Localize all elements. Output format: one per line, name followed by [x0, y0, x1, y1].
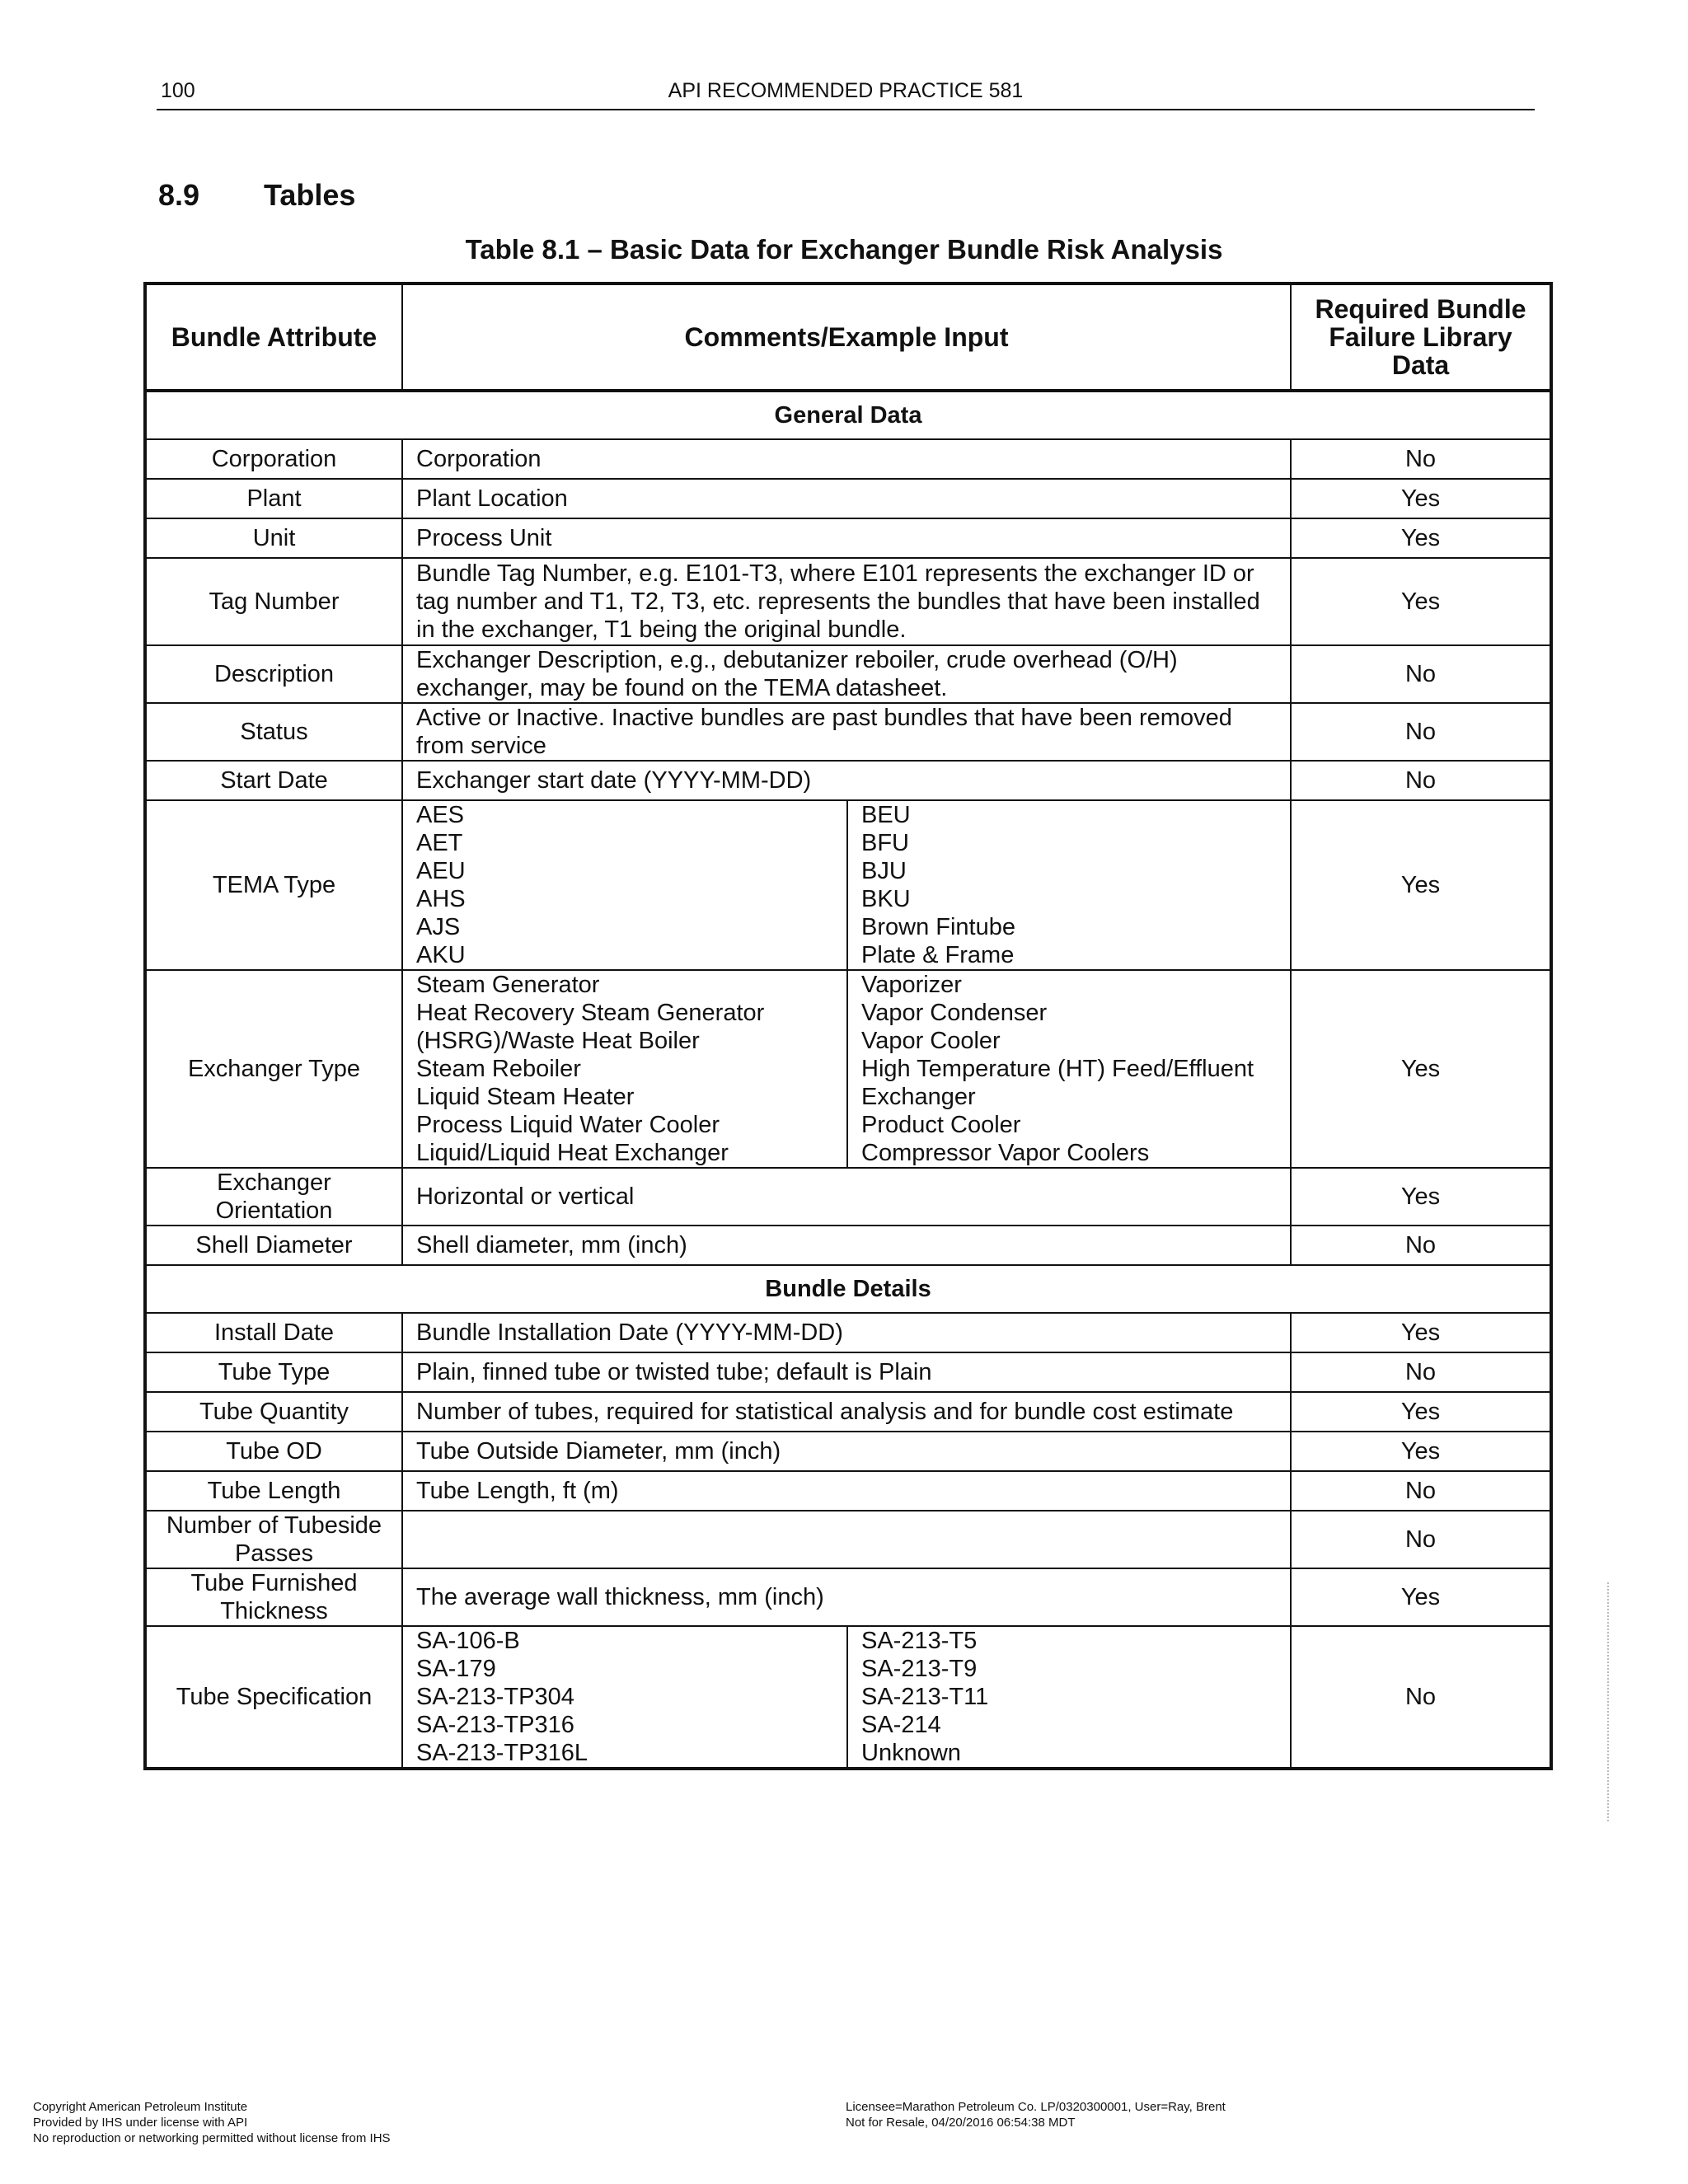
section-number: 8.9 — [158, 178, 200, 212]
attribute-cell: Exchanger Type — [145, 970, 402, 1168]
required-cell: Yes — [1291, 1313, 1551, 1352]
attribute-cell: Install Date — [145, 1313, 402, 1352]
required-cell: Yes — [1291, 970, 1551, 1168]
table-row — [145, 1511, 1551, 1568]
column-header-required: Required Bundle Failure Library Data — [1291, 284, 1551, 391]
footer-copyright — [33, 2099, 391, 2146]
attribute-cell: Tube OD — [145, 1432, 402, 1471]
attribute-cell: Tube Quantity — [145, 1392, 402, 1432]
comment-line: SA-213-T5 — [861, 1628, 978, 1654]
comment-line: Vapor Condenser — [861, 1000, 1048, 1026]
comment-cell: Exchanger Description, e.g., debutanizer reboiler, crude overhead (O/H) exchanger, may be found on the TEMA datasheet. — [402, 645, 1291, 703]
group-title: General Data — [145, 391, 1551, 439]
comment-line: SA-213-TP304 — [416, 1684, 574, 1710]
comment-line: Process Liquid Water Cooler — [416, 1112, 720, 1138]
comment-cell: Bundle Installation Date (YYYY-MM-DD) — [402, 1313, 1291, 1352]
footer-line: Provided by IHS under license with API — [33, 2116, 248, 2130]
attribute-cell: Status — [145, 703, 402, 761]
attribute-cell: Tube Furnished Thickness — [145, 1568, 402, 1626]
table-row — [145, 1626, 1551, 1769]
comment-line: Unknown — [861, 1740, 961, 1766]
attribute-cell: Shell Diameter — [145, 1226, 402, 1265]
comment-line: AHS — [416, 886, 466, 912]
attribute-cell: Tube Length — [145, 1471, 402, 1511]
comment-line: SA-213-TP316L — [416, 1740, 588, 1766]
comment-line: Vaporizer — [861, 972, 962, 998]
comment-cell-left — [402, 800, 847, 970]
table-row — [145, 479, 1551, 518]
comment-line: SA-106-B — [416, 1628, 520, 1654]
required-cell: Yes — [1291, 1432, 1551, 1471]
margin-mark — [1607, 1582, 1612, 1821]
section-heading — [158, 178, 355, 213]
running-header — [157, 79, 1535, 110]
comment-line: (HSRG)/Waste Heat Boiler — [416, 1028, 700, 1054]
required-cell: No — [1291, 1511, 1551, 1568]
attribute-cell: Description — [145, 645, 402, 703]
comment-cell: Process Unit — [402, 518, 1291, 558]
required-cell: No — [1291, 645, 1551, 703]
comment-line: Steam Generator — [416, 972, 600, 998]
table-header-row — [145, 284, 1551, 391]
comment-line: Liquid/Liquid Heat Exchanger — [416, 1140, 729, 1166]
comment-cell: Horizontal or vertical — [402, 1168, 1291, 1226]
table-row — [145, 970, 1551, 1168]
comment-line: AJS — [416, 914, 461, 940]
attribute-cell: Unit — [145, 518, 402, 558]
comment-line: AKU — [416, 942, 466, 968]
required-cell: No — [1291, 439, 1551, 479]
table-row — [145, 1432, 1551, 1471]
required-cell: Yes — [1291, 518, 1551, 558]
comment-cell: Plain, finned tube or twisted tube; default is Plain — [402, 1352, 1291, 1392]
column-header-comments: Comments/Example Input — [402, 284, 1291, 391]
comment-cell-right — [847, 970, 1291, 1168]
footer-license — [846, 2099, 1226, 2130]
comment-cell: Number of tubes, required for statistical analysis and for bundle cost estimate — [402, 1392, 1291, 1432]
required-cell: Yes — [1291, 479, 1551, 518]
table-row — [145, 645, 1551, 703]
comment-cell-left — [402, 970, 847, 1168]
group-title: Bundle Details — [145, 1265, 1551, 1313]
comment-line: BEU — [861, 802, 911, 828]
table-row — [145, 761, 1551, 800]
page-number: 100 — [161, 79, 195, 102]
comment-line: Steam Reboiler — [416, 1056, 581, 1082]
comment-line: Product Cooler — [861, 1112, 1021, 1138]
footer-line: Not for Resale, 04/20/2016 06:54:38 MDT — [846, 2116, 1076, 2130]
required-cell: Yes — [1291, 800, 1551, 970]
attribute-cell: Plant — [145, 479, 402, 518]
table-group-row — [145, 391, 1551, 439]
comment-line: Brown Fintube — [861, 914, 1015, 940]
comment-line: SA-213-TP316 — [416, 1712, 574, 1738]
table-row — [145, 1313, 1551, 1352]
attribute-cell: Tag Number — [145, 558, 402, 645]
comment-cell: Plant Location — [402, 479, 1291, 518]
comment-line: BKU — [861, 886, 911, 912]
table-row — [145, 439, 1551, 479]
comment-cell: Bundle Tag Number, e.g. E101-T3, where E101 represents the exchanger ID or tag number and T1, T2, T3, etc. represents the bundles that have been installed in the exchanger, T1 being the original bundle. — [402, 558, 1291, 645]
table-row — [145, 1471, 1551, 1511]
required-cell: Yes — [1291, 1168, 1551, 1226]
required-cell: No — [1291, 1471, 1551, 1511]
comment-cell: Tube Length, ft (m) — [402, 1471, 1291, 1511]
comment-cell-right — [847, 800, 1291, 970]
attribute-cell: Tube Specification — [145, 1626, 402, 1769]
comment-line: SA-213-T9 — [861, 1656, 978, 1682]
footer-line: Licensee=Marathon Petroleum Co. LP/0320300001, User=Ray, Brent — [846, 2100, 1226, 2114]
comment-line: BJU — [861, 858, 907, 884]
comment-cell — [402, 1511, 1291, 1568]
required-cell: Yes — [1291, 558, 1551, 645]
comment-line: Vapor Cooler — [861, 1028, 1001, 1054]
required-cell: Yes — [1291, 1392, 1551, 1432]
attribute-cell: Start Date — [145, 761, 402, 800]
footer-line: No reproduction or networking permitted without license from IHS — [33, 2131, 391, 2145]
comment-cell: Corporation — [402, 439, 1291, 479]
table-group-row — [145, 1265, 1551, 1313]
document-title: API RECOMMENDED PRACTICE 581 — [668, 79, 1024, 102]
attribute-cell: Exchanger Orientation — [145, 1168, 402, 1226]
table-row — [145, 518, 1551, 558]
comment-cell: Exchanger start date (YYYY-MM-DD) — [402, 761, 1291, 800]
comment-line: AES — [416, 802, 465, 828]
table-caption: Table 8.1 – Basic Data for Exchanger Bundle Risk Analysis — [465, 234, 1223, 265]
comment-line: AET — [416, 830, 463, 856]
comment-line: Liquid Steam Heater — [416, 1084, 635, 1110]
table-row — [145, 1352, 1551, 1392]
table-row — [145, 703, 1551, 761]
required-cell: No — [1291, 1626, 1551, 1769]
comment-line: SA-214 — [861, 1712, 941, 1738]
section-title: Tables — [264, 178, 356, 212]
comment-line: Plate & Frame — [861, 942, 1015, 968]
bundle-data-table — [143, 282, 1553, 1770]
column-header-attribute: Bundle Attribute — [145, 284, 402, 391]
attribute-cell: Tube Type — [145, 1352, 402, 1392]
attribute-cell: Number of Tubeside Passes — [145, 1511, 402, 1568]
comment-cell: Tube Outside Diameter, mm (inch) — [402, 1432, 1291, 1471]
table-row — [145, 800, 1551, 970]
attribute-cell: Corporation — [145, 439, 402, 479]
table-row — [145, 1168, 1551, 1226]
attribute-cell: TEMA Type — [145, 800, 402, 970]
comment-cell-right — [847, 1626, 1291, 1769]
comment-line: Heat Recovery Steam Generator — [416, 1000, 765, 1026]
comment-line: BFU — [861, 830, 909, 856]
table-row — [145, 1226, 1551, 1265]
footer-line: Copyright American Petroleum Institute — [33, 2100, 248, 2114]
comment-line: Exchanger — [861, 1084, 976, 1110]
comment-cell: Active or Inactive. Inactive bundles are past bundles that have been removed from service — [402, 703, 1291, 761]
required-cell: No — [1291, 1352, 1551, 1392]
comment-cell-left — [402, 1626, 847, 1769]
required-cell: No — [1291, 703, 1551, 761]
comment-cell: Shell diameter, mm (inch) — [402, 1226, 1291, 1265]
required-cell: No — [1291, 1226, 1551, 1265]
comment-line: Compressor Vapor Coolers — [861, 1140, 1150, 1166]
comment-line: SA-179 — [416, 1656, 496, 1682]
comment-cell: The average wall thickness, mm (inch) — [402, 1568, 1291, 1626]
table-row — [145, 1568, 1551, 1626]
required-cell: No — [1291, 761, 1551, 800]
comment-line: SA-213-T11 — [861, 1684, 989, 1710]
comment-line: AEU — [416, 858, 466, 884]
required-cell: Yes — [1291, 1568, 1551, 1626]
table-row — [145, 558, 1551, 645]
comment-line: High Temperature (HT) Feed/Effluent — [861, 1056, 1254, 1082]
table-row — [145, 1392, 1551, 1432]
